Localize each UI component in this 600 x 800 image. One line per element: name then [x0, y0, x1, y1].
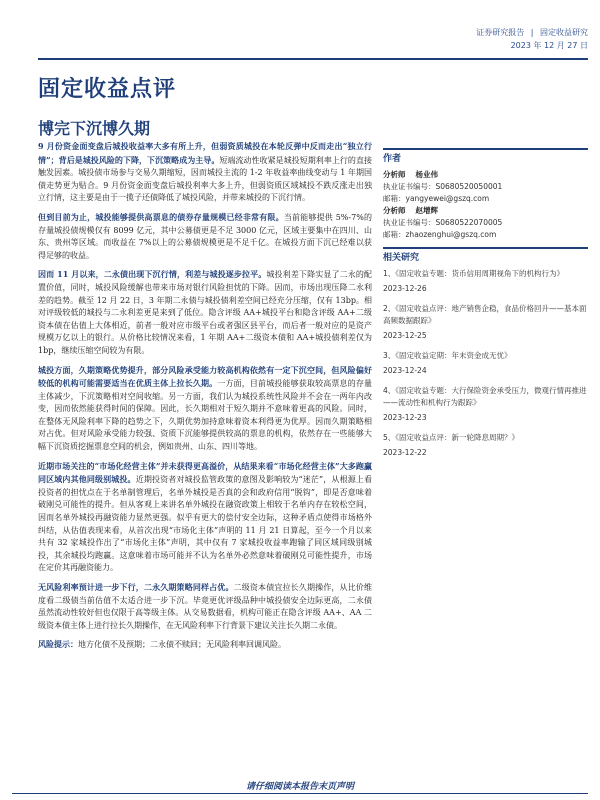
main-body	[38, 140, 372, 658]
analyst-name: 杨业伟	[415, 170, 438, 179]
related-report-date: 2023-12-24	[383, 366, 427, 375]
related-report-title[interactable]: 2、《固定收益点评：地产销售企稳，食品价格回升——基本面高频数据跟踪》	[383, 304, 587, 325]
paragraph-1	[38, 140, 372, 205]
related-report-date: 2023-12-26	[383, 284, 427, 293]
paragraph-lead: 无风险利率预计进一步下行，二永久期策略同样占优。	[38, 582, 234, 592]
related-report-title[interactable]: 4、《固定收益专题：大行保险资金承受压力，微观行情再推进——流动性和机构行为跟踪》	[383, 386, 587, 407]
related-report-title[interactable]: 3、《固定收益定期：年末资金成无忧》	[383, 351, 512, 360]
risk-warning	[38, 638, 372, 652]
paragraph-lead: 9 月份资金面变盘后城投收益率大多有所上升，但弱资质城投在本轮反弹中反而走出“独立行情”；背后是城投风险的下降，下沉策略成为主导。	[38, 141, 372, 165]
analyst-2	[383, 205, 588, 217]
analyst-name: 赵增辉	[415, 206, 438, 215]
related-report-title[interactable]: 1、《固定收益专题：货币信用周期视角下的机构行为》	[383, 269, 565, 278]
header-separator: |	[530, 28, 534, 37]
related-report-date: 2023-12-25	[383, 331, 427, 340]
paragraph-lead: 城投方面，久期策略优势提升，部分风险承受能力较高机构依然有一定下沉空间，但风险偏好较低的机构可能需要适当在优质主体上拉长久期。	[38, 364, 372, 389]
paragraph-5	[38, 460, 372, 575]
paragraph-lead: 近期市场关注的“市场化经营主体”并未获得更高溢价，从结果来看“市场化经营主体”大多跑赢同区域内其他同级别城投。	[38, 460, 372, 485]
paragraph-2	[38, 211, 372, 262]
paragraph-6	[38, 581, 372, 632]
paragraph-lead: 但到目前为止，城投能够提供高票息的债券存量规模已经非常有限。	[38, 211, 284, 222]
footer-rule	[12, 793, 588, 794]
related-research-heading: 相关研究	[383, 247, 588, 264]
analyst-1	[383, 169, 588, 181]
analyst-role: 分析师	[383, 206, 406, 215]
paragraph-4	[38, 364, 372, 454]
related-report-date: 2023-12-23	[383, 413, 427, 422]
paragraph-text: 一方面，目前城投能够获取较高票息的存量主体减少，下沉策略相对空间收缩。另一方面，我们认为城投系统性风险并不会在一两年内改变，因而依然能获得时间的保障。因此，长久期相对于短久期并不意味着更高的风险。同时，在整体无风险利率下降的趋势之下，久期优势加持意味着资本利得更为优厚。因而久期策略相对占优。但对风险承受能力较强、资质下沉能够提供较高的票息的机构，依然存在一些能够大幅下沉资质挖掘票息空间的机会，例如贵州、山东、四川等地。	[38, 379, 373, 452]
report-header	[476, 26, 588, 52]
related-report-title[interactable]: 5、《固定收益点评：新一轮降息周期？》	[383, 433, 520, 442]
paragraph-text: 当前能够提供 5%-7%的存量城投债规模仅有 8099 亿元，其中公募债更是不足 3000 亿元，区域主要集中在四川、山东、贵州等区域。而收益在 7%以上的公募债规模更是不足千亿。在城投方面下沉已经难以获得足够的收益。	[38, 212, 372, 260]
analyst-cert: 执业证书编号：S0680522070005	[383, 218, 503, 227]
report-date: 2023 年 12 月 27 日	[510, 41, 588, 50]
page-title: 固定收益点评	[38, 77, 177, 102]
risk-warning-text: 地方化债不及预期；二永债不赎回；无风险利率回调风险。	[78, 640, 286, 650]
header-rule	[38, 58, 588, 60]
paragraph-text: 近期投资者对城投监管政策的意图及影响较为“迷茫”，从根源上看投资者的担忧点在于名单制管理后，名单外城投是否真的会和政府信用“脱钩”，即是否意味着破刚兑可能性的提升。但从客观上来讲名单外城投在融资政策上相较于名单内存在较松空间，因而名单外城投再融资能力显然更强。似乎有更大的偿付安全边际，这种矛盾点使得市场格外纠结，从估值表现来看，从首次出现“市场化主体”声明的 11 月 21 日算起，至今一个月以来共有 32 家城投作出了“市场化主体”声明，其中仅有 7 家城投收益率跑输了同区域同级别城投，其余城投均跑赢。这意味着市场可能并不认为名单外必然意味着破刚兑可能性提升，市场在定价其再融资能力。	[38, 475, 372, 573]
authors-heading: 作者	[383, 148, 588, 165]
analyst-email[interactable]: 邮箱：yangyewei@gszq.com	[383, 194, 490, 203]
analyst-email[interactable]: 邮箱：zhaozenghui@gszq.com	[383, 230, 497, 239]
paragraph-text: 二级资本债宜拉长久期操作，从比价维度看二级债当前估值不太适合进一步下沉。毕竟更优评级品种中城投债安全边际更高，二永债虽然流动性较好但也仅限于高等级主体。从交易数据看，机构可能正在隐含评级 AA+、AA 二级资本债主体上进行拉长久期操作，在无风险利率下行背景下建议关注长久期二永债。	[38, 583, 373, 630]
related-report-date: 2023-12-22	[383, 448, 427, 457]
page-footer: 请仔细阅读本报告末页声明	[245, 782, 354, 792]
paragraph-lead: 因而 11 月以来，二永债出现下沉行情，利差与城投逐步拉平。	[38, 269, 267, 280]
report-category: 固定收益研究	[540, 28, 588, 37]
page-subtitle: 博完下沉博久期	[38, 119, 151, 138]
report-type: 证券研究报告	[476, 28, 525, 37]
sidebar	[383, 148, 588, 467]
paragraph-3	[38, 268, 372, 357]
paragraph-text: 短端流动性收紧是城投短期利率上行的直接触发因素。城投债市场参与交易久期缩短，因而城投主流的 1-2 年收益率曲线变动与 1 年期国债走势更为贴合。9 月份资金面变盘后城投利率大多上升，但弱资质区域城投不跌反涨走出独立行情，这主要是由于一揽子还债降低了城投风险，并带来城投的下沉行情。	[38, 155, 372, 203]
analyst-role: 分析师	[383, 170, 406, 179]
analyst-cert: 执业证书编号：S0680520050001	[383, 182, 503, 191]
risk-warning-label: 风险提示：	[38, 639, 78, 650]
paragraph-text: 城投利差下降实显了二永的配置价值，同时，城投风险缓解也带来市场对银行风险担忧的下降。因而，市场出现压降二永利差的趋势。截至 12 月 22 日，3 年期二永债与城投债利差空间已经充分压缩，仅有 13bp。相对评级较低的城投与二永利差更是来到了低位。隐含评级 AA+城投平台和隐含评级 AA+二级资本债在估值上大体相近，前者一般对应市级平台或者强区县平台，而后者一般对应的是资产规模万亿以上的银行。从价格比较情况来看，1 年期 AA+二级资本债和 AA+城投债利差仅为 1bp，继续压缩空间较为有限。	[38, 270, 373, 355]
